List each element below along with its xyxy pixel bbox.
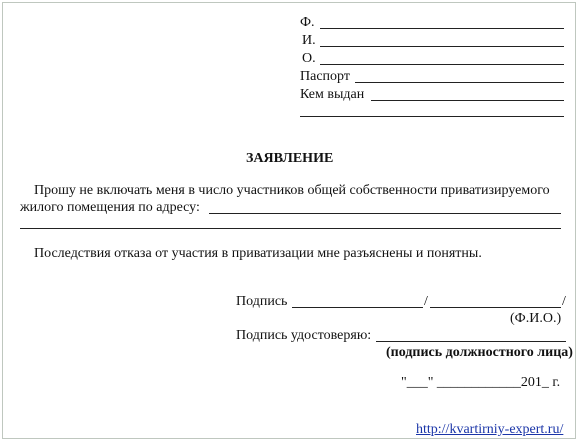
issued-by-line-2 xyxy=(300,116,564,117)
surname-line xyxy=(320,28,564,29)
name-label: И. xyxy=(302,33,316,48)
certify-line xyxy=(376,341,566,342)
patronymic-label: О. xyxy=(302,51,316,66)
signature-label: Подпись xyxy=(236,294,288,309)
address-line-2 xyxy=(20,228,561,229)
patronymic-line xyxy=(320,64,564,65)
signature-slash-1: / xyxy=(424,294,428,309)
request-text-line-2: жилого помещения по адресу: xyxy=(20,200,200,215)
source-url-link[interactable]: http://kvartirniy-expert.ru/ xyxy=(416,422,564,437)
name-line xyxy=(320,46,564,47)
passport-line xyxy=(355,82,564,83)
address-line xyxy=(209,213,561,214)
certify-label: Подпись удостоверяю: xyxy=(236,328,372,343)
document-page xyxy=(2,2,576,439)
signature-line xyxy=(292,307,423,308)
fio-line xyxy=(430,307,561,308)
date-field: "___" ____________201_ г. xyxy=(401,375,561,390)
document-title: ЗАЯВЛЕНИЕ xyxy=(246,151,334,166)
signature-slash-2: / xyxy=(562,294,566,309)
passport-label: Паспорт xyxy=(300,69,350,84)
issued-by-label: Кем выдан xyxy=(300,87,365,102)
official-caption: (подпись должностного лица) xyxy=(386,345,573,360)
fio-caption: (Ф.И.О.) xyxy=(510,311,562,326)
request-text-line-1: Прошу не включать меня в число участников общей собственности приватизируемого xyxy=(34,183,550,198)
surname-label: Ф. xyxy=(300,15,315,30)
issued-by-line xyxy=(371,100,564,101)
consequences-text: Последствия отказа от участия в приватизации мне разъяснены и понятны. xyxy=(34,246,482,261)
